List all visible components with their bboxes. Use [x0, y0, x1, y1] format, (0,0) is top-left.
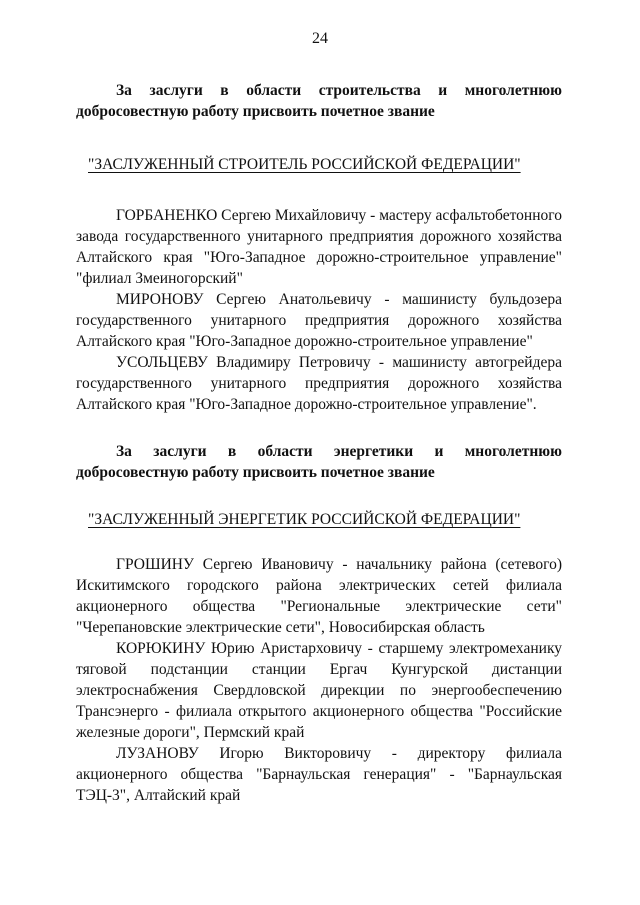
awardee-paragraph: УСОЛЬЦЕВУ Владимиру Петровичу - машинисту автогрейдера государственного унитарного предприятия дорожного хозяйства Алтайского края "Юго-Западное дорожно-строительное управление". — [76, 354, 562, 413]
section-heading: За заслуги в области энергетики и многолетнюю добросовестную работу присвоить почетное звание — [76, 443, 562, 481]
document-body — [76, 80, 562, 806]
awardee-paragraph: ЛУЗАНОВУ Игорю Викторовичу - директору филиала акционерного общества "Барнаульская генерация" - "Барнаульская ТЭЦ-3", Алтайский край — [76, 745, 562, 804]
section-energy — [76, 441, 562, 806]
section-heading: За заслуги в области строительства и многолетнюю добросовестную работу присвоить почетное звание — [76, 82, 562, 120]
honorary-title: "ЗАСЛУЖЕННЫЙ ЭНЕРГЕТИК РОССИЙСКОЙ ФЕДЕРАЦИИ" — [88, 511, 521, 528]
awardee-paragraph: КОРЮКИНУ Юрию Аристарховичу - старшему электромеханику тяговой подстанции станции Ергач Кунгурской дистанции электроснабжения Свердловской дирекции по энергообеспечению Трансэнерго - филиала открытого акционерного общества "Российские железные дороги", Пермский край — [76, 640, 562, 741]
honorary-title: "ЗАСЛУЖЕННЫЙ СТРОИТЕЛЬ РОССИЙСКОЙ ФЕДЕРАЦИИ" — [88, 156, 521, 173]
awardee-paragraph: ГОРБАНЕНКО Сергею Михайловичу - мастеру асфальтобетонного завода государственного унитарного предприятия дорожного хозяйства Алтайского края "Юго-Западное дорожно-строительное управление" "филиал Змеиногорский" — [76, 207, 562, 287]
page-number: 24 — [312, 30, 328, 47]
section-construction — [76, 80, 562, 415]
awardee-paragraph: МИРОНОВУ Сергею Анатольевичу - машинисту бульдозера государственного унитарного предприятия дорожного хозяйства Алтайского края "Юго-Западное дорожно-строительное управление" — [76, 291, 562, 350]
awardee-paragraph: ГРОШИНУ Сергею Ивановичу - начальнику района (сетевого) Искитимского городского района электрических сетей филиала акционерного общества "Региональные электрические сети" "Черепановские электрические сети", Новосибирская область — [76, 556, 562, 636]
